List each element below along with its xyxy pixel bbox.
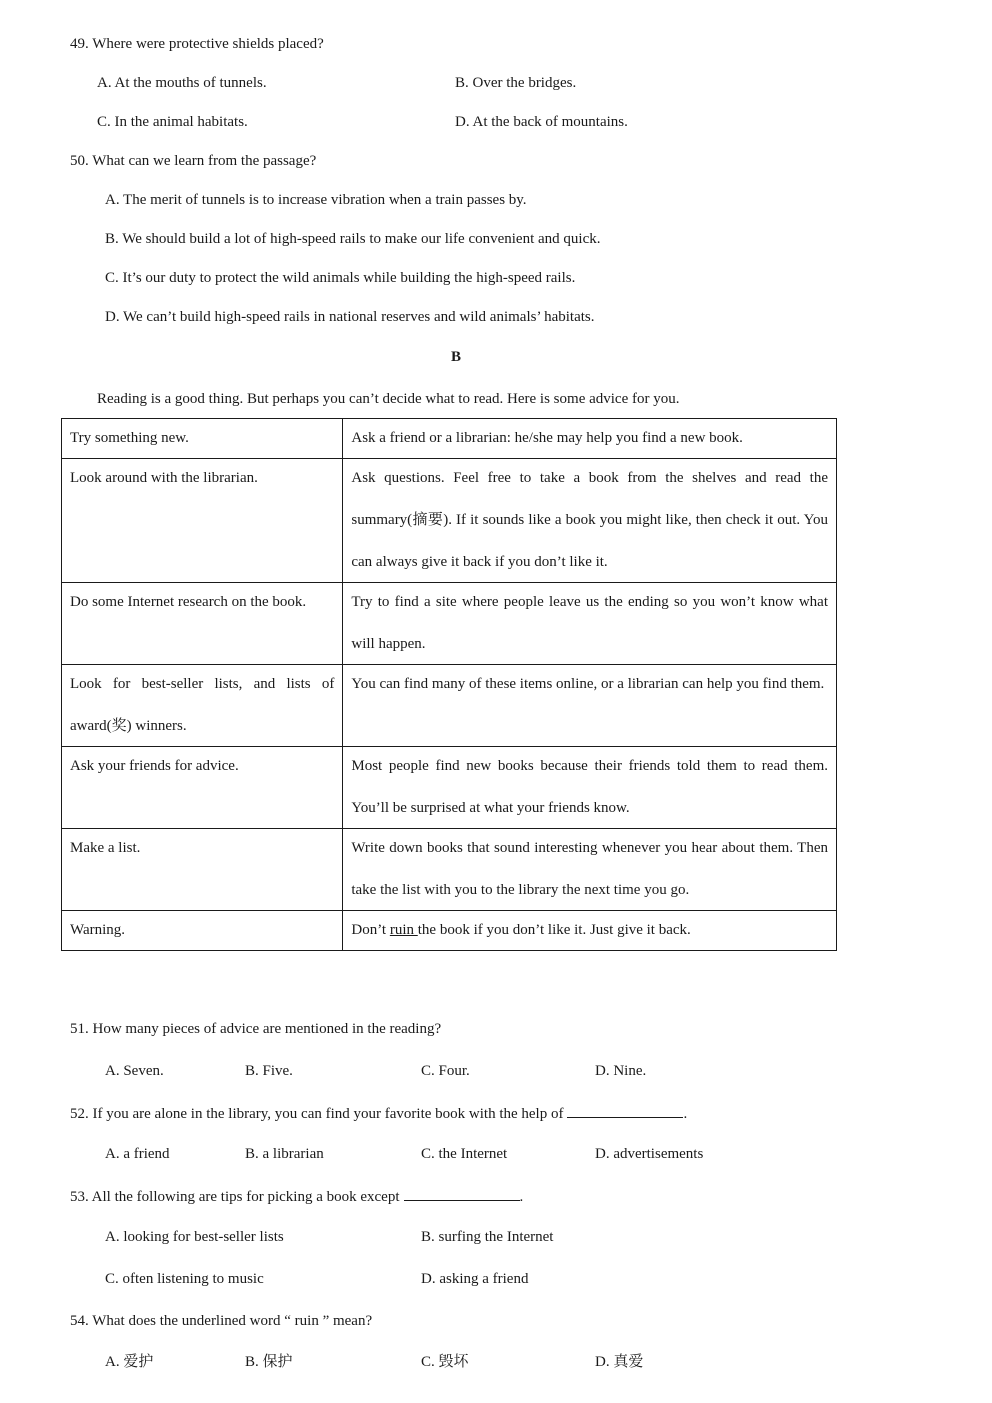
q49-option-c: C. In the animal habitats.	[97, 114, 248, 130]
tip-text: Look for best-seller lists, and lists of award(奖) winners.	[70, 676, 335, 734]
advice-table	[61, 418, 837, 951]
q53-option-a: A. looking for best-seller lists	[105, 1229, 284, 1245]
question-54: 54. What does the underlined word “ ruin ” mean?	[70, 1313, 373, 1329]
detail-cell	[343, 829, 837, 911]
detail-cell	[343, 747, 837, 829]
tip-cell	[62, 459, 343, 583]
tip-text: Ask your friends for advice.	[70, 758, 239, 774]
detail-text-start: Don’t	[351, 922, 390, 938]
tip-text: Look around with the librarian.	[70, 470, 258, 486]
detail-text: Most people find new books because their friends told them to read them. You’ll be surprised at what your friends know.	[351, 758, 828, 816]
q49-option-b: B. Over the bridges.	[455, 75, 577, 91]
q49-option-a: A. At the mouths of tunnels.	[97, 75, 267, 91]
tip-cell	[62, 665, 343, 747]
q52-option-d: D. advertisements	[595, 1146, 704, 1162]
table-row	[62, 747, 837, 829]
q49-option-d: D. At the back of mountains.	[455, 114, 628, 130]
table-row	[62, 665, 837, 747]
q54-option-b: B. 保护	[245, 1354, 293, 1370]
detail-text: Try to find a site where people leave us the ending so you won’t know what will happen.	[351, 594, 828, 652]
q51-option-d: D. Nine.	[595, 1063, 647, 1079]
q54-option-d: D. 真爱	[595, 1354, 644, 1370]
tip-cell	[62, 911, 343, 951]
underlined-word: ruin	[389, 922, 418, 938]
q52-option-a: A. a friend	[105, 1146, 170, 1162]
detail-cell	[343, 665, 837, 747]
q53-option-b: B. surfing the Internet	[421, 1229, 554, 1245]
tip-text: Warning.	[70, 922, 126, 938]
table-row	[62, 911, 837, 951]
question-51: 51. How many pieces of advice are mentioned in the reading?	[70, 1021, 442, 1037]
q52-option-c: C. the Internet	[421, 1146, 508, 1162]
q51-option-c: C. Four.	[421, 1063, 470, 1079]
question-49: 49. Where were protective shields placed?	[70, 36, 324, 52]
question-52-text: 52. If you are alone in the library, you can find your favorite book with the help of	[70, 1106, 564, 1122]
detail-text	[351, 909, 828, 951]
table-row	[62, 829, 837, 911]
q50-option-b: B. We should build a lot of high-speed rails to make our life convenient and quick.	[105, 231, 601, 247]
q54-option-a: A. 爱护	[105, 1354, 154, 1370]
detail-text: Write down books that sound interesting whenever you hear about them. Then take the list with you to the library the next time you go.	[351, 840, 828, 898]
table-row	[62, 583, 837, 665]
q51-option-a: A. Seven.	[105, 1063, 164, 1079]
q54-option-c: C. 毁坏	[421, 1354, 469, 1370]
question-53	[70, 1186, 523, 1207]
q50-option-c: C. It’s our duty to protect the wild animals while building the high-speed rails.	[105, 270, 576, 286]
section-heading: B	[451, 349, 462, 365]
tip-cell	[62, 419, 343, 459]
q53-option-d: D. asking a friend	[421, 1271, 529, 1287]
detail-cell	[343, 419, 837, 459]
detail-cell	[343, 911, 837, 951]
detail-cell	[343, 459, 837, 583]
question-52-end: .	[683, 1106, 688, 1122]
answer-blank	[567, 1103, 683, 1118]
detail-text-end: the book if you don’t like it. Just give it back.	[417, 922, 691, 938]
detail-text: Ask questions. Feel free to take a book from the shelves and read the summary(摘要). If it sounds like a book you might like, then check it out. You can always give it back if you don’t like it.	[351, 470, 828, 570]
table-row	[62, 459, 837, 583]
tip-text: Try something new.	[70, 430, 189, 446]
question-50: 50. What can we learn from the passage?	[70, 153, 317, 169]
q50-option-d: D. We can’t build high-speed rails in national reserves and wild animals’ habitats.	[105, 309, 595, 325]
detail-text: Ask a friend or a librarian: he/she may help you find a new book.	[351, 430, 743, 446]
tip-text: Make a list.	[70, 840, 141, 856]
answer-blank	[404, 1186, 520, 1201]
question-53-end: .	[519, 1189, 524, 1205]
tip-cell	[62, 583, 343, 665]
tip-text: Do some Internet research on the book.	[70, 594, 307, 610]
detail-text: You can find many of these items online, or a librarian can help you find them.	[351, 676, 825, 692]
tip-cell	[62, 747, 343, 829]
section-intro: Reading is a good thing. But perhaps you can’t decide what to read. Here is some advice for you.	[97, 391, 680, 407]
q50-option-a: A. The merit of tunnels is to increase vibration when a train passes by.	[105, 192, 527, 208]
detail-cell	[343, 583, 837, 665]
q53-option-c: C. often listening to music	[105, 1271, 264, 1287]
q52-option-b: B. a librarian	[245, 1146, 324, 1162]
question-53-text: 53. All the following are tips for picking a book except	[70, 1189, 400, 1205]
table-row	[62, 419, 837, 459]
question-52	[70, 1103, 687, 1124]
tip-cell	[62, 829, 343, 911]
q51-option-b: B. Five.	[245, 1063, 293, 1079]
